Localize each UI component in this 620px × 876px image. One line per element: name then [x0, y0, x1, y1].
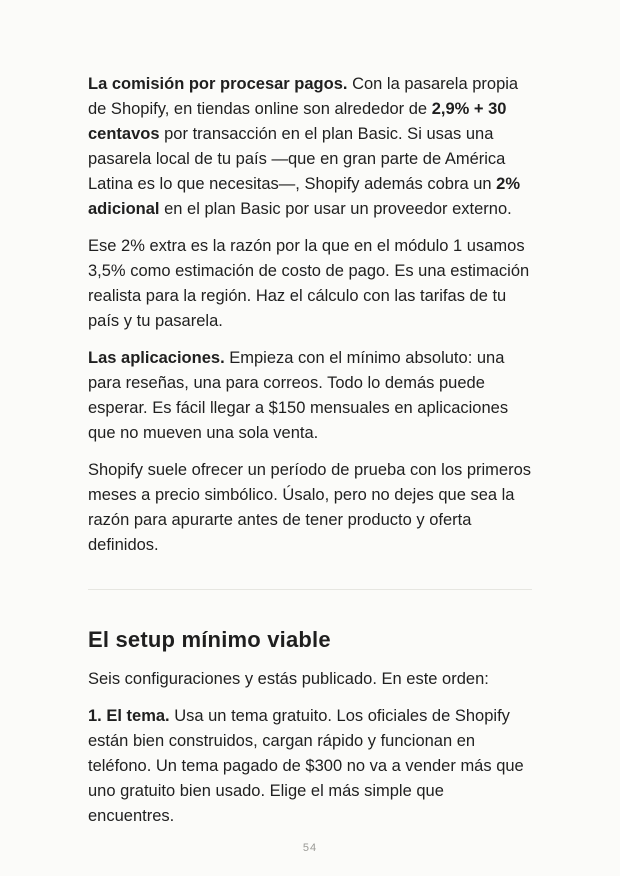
paragraph-setup-intro: Seis configuraciones y estás publicado. En este orden: [88, 670, 489, 688]
bold-payment-fee-title: La comisión por procesar pagos. [88, 75, 348, 93]
bold-fee-rate: 2,9% + 30 centavos [88, 100, 507, 143]
bold-extra-fee: 2% adicional [88, 175, 521, 218]
payment-fee-text-1: Con la pasarela propia de Shopify, en tiendas online son alrededor de [88, 75, 519, 118]
bold-apps-title: Las aplicaciones. [88, 349, 225, 367]
paragraph-trial-period: Shopify suele ofrecer un período de prueba con los primeros meses a precio simbólico. Úsalo, pero no dejes que sea la razón para apurarte antes de tener producto y oferta definidos. [88, 461, 532, 554]
theme-step-text: Usa un tema gratuito. Los oficiales de Shopify están bien construidos, cargan rápido y funcionan en teléfono. Un tema pagado de $300 no va a vender más que uno gratuito bien usado. Elige el más simple que encuentres. [88, 707, 524, 825]
bold-theme-step-title: 1. El tema. [88, 707, 170, 725]
page-number: 54 [302, 842, 318, 854]
section-heading: El setup mínimo viable [88, 627, 331, 652]
apps-text: Empieza con el mínimo absoluto: una para reseñas, una para correos. Todo lo demás puede esperar. Es fácil llegar a $150 mensuales en aplicaciones que no mueven una sola venta. [88, 349, 509, 442]
payment-fee-text-3: en el plan Basic por usar un proveedor externo. [159, 200, 512, 218]
document-page-content [88, 72, 532, 841]
paragraph-theme-step [88, 704, 532, 829]
paragraph-apps [88, 346, 532, 446]
paragraph-extra-fee-reason: Ese 2% extra es la razón por la que en el módulo 1 usamos 3,5% como estimación de costo de pago. Es una estimación realista para la región. Haz el cálculo con las tarifas de tu país y tu pasarela. [88, 237, 530, 330]
payment-fee-text-2: por transacción en el plan Basic. Si usas una pasarela local de tu país —que en gran parte de América Latina es lo que necesitas—, Shopify además cobra un [88, 125, 506, 193]
paragraph-payment-fee [88, 72, 532, 222]
section-divider [88, 589, 532, 590]
